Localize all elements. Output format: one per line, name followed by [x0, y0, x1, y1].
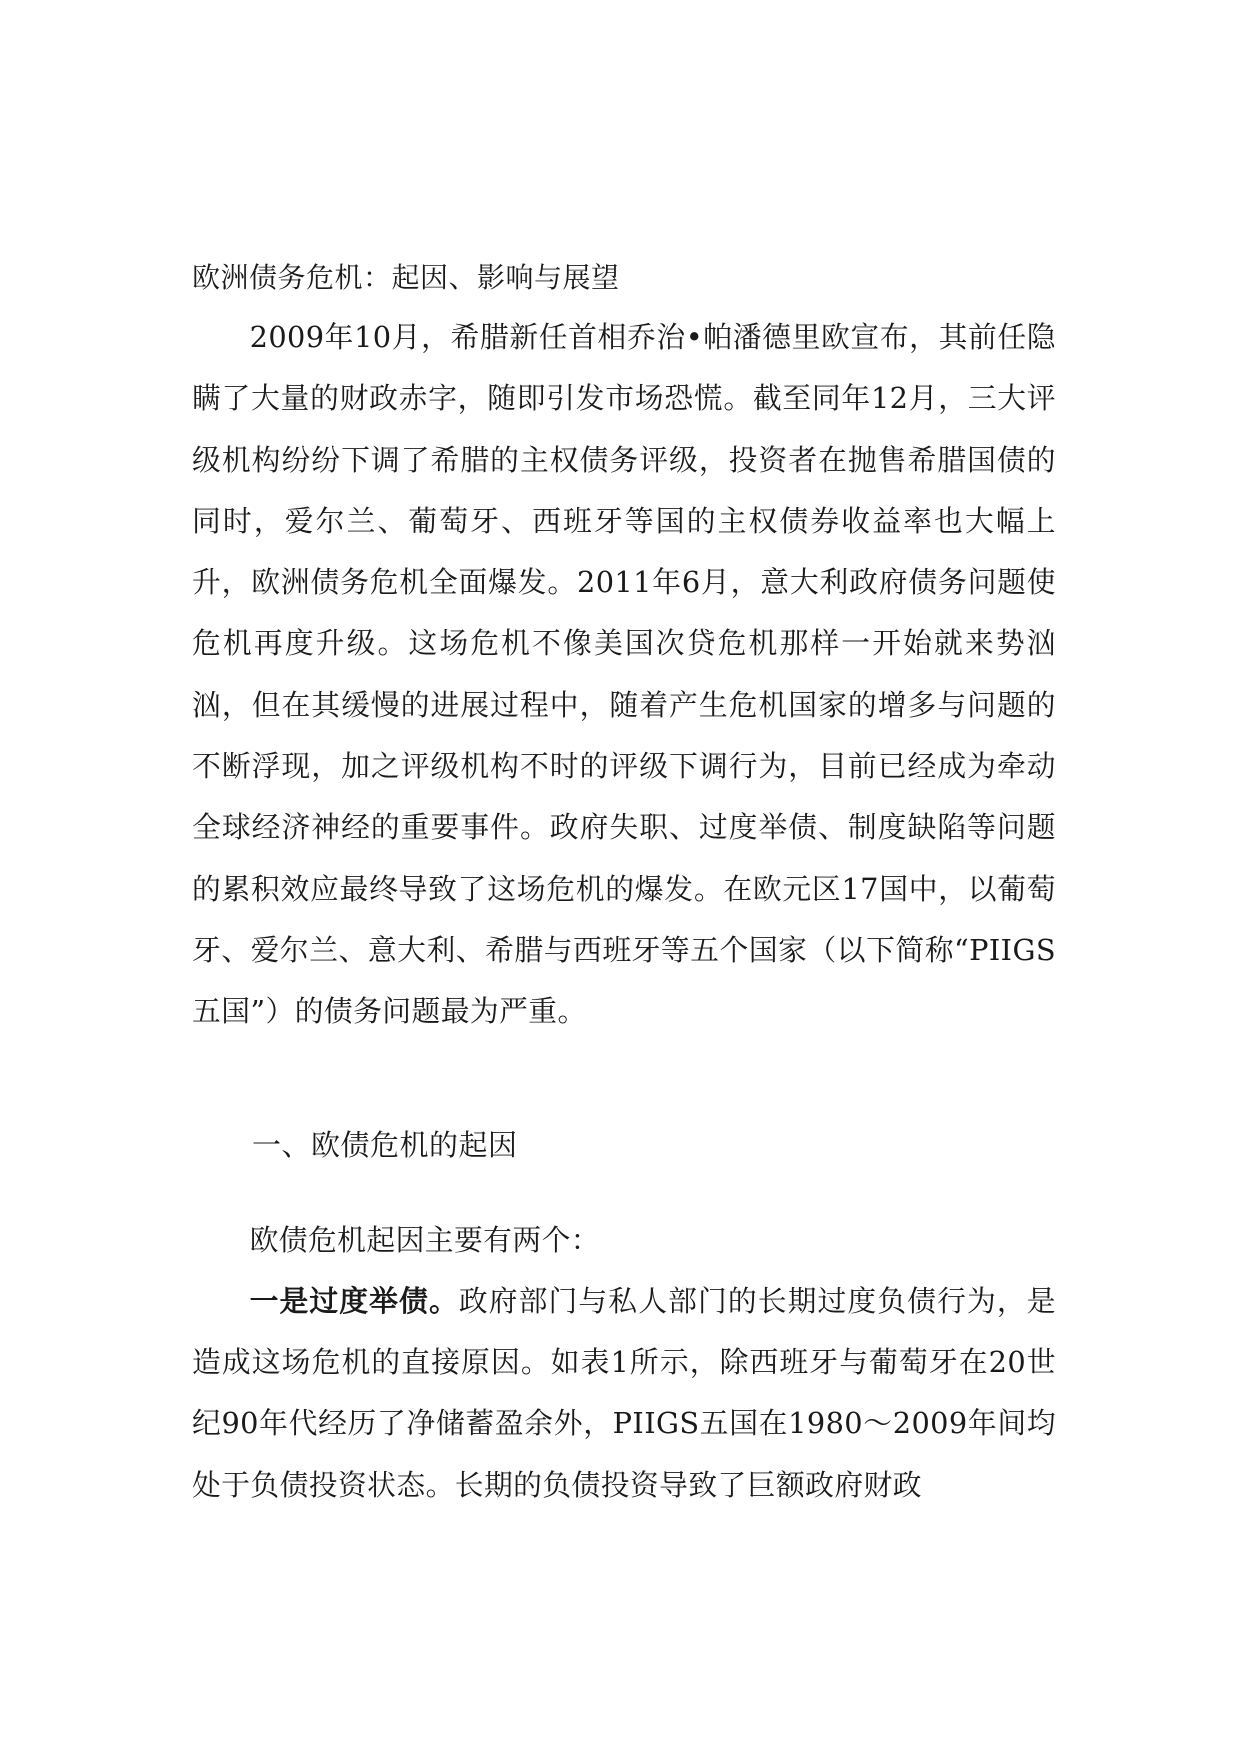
document-page	[192, 258, 1056, 1516]
point-paragraph	[192, 1271, 1056, 1516]
document-title: 欧洲债务危机：起因、影响与展望	[192, 261, 620, 294]
point-text: 政府部门与私人部门的长期过度负债行为，是造成这场危机的直接原因。如表1所示，除西班牙与葡萄牙在20世纪90年代经历了净储蓄盈余外，PIIGS五国在1980～2009年间均处于负债投资状态。长期的负债投资导致了巨额政府财政	[192, 1283, 1056, 1502]
intro-paragraph: 2009年10月，希腊新任首相乔治•帕潘德里欧宣布，其前任隐瞒了大量的财政赤字，随即引发市场恐慌。截至同年12月，三大评级机构纷纷下调了希腊的主权债务评级，投资者在抛售希腊国债的同时，爱尔兰、葡萄牙、西班牙等国的主权债券收益率也大幅上升，欧洲债务危机全面爆发。2011年6月，意大利政府债务问题使危机再度升级。这场危机不像美国次贷危机那样一开始就来势汹汹，但在其缓慢的进展过程中，随着产生危机国家的增多与问题的不断浮现，加之评级机构不时的评级下调行为，目前已经成为牵动全球经济神经的重要事件。政府失职、过度举债、制度缺陷等问题的累积效应最终导致了这场危机的爆发。在欧元区17国中，以葡萄牙、爱尔兰、意大利、希腊与西班牙等五个国家（以下简称“PIIGS五国”）的债务问题最为严重。	[192, 320, 1056, 1029]
point-lead: 一是过度举债。	[249, 1283, 459, 1318]
section-heading: 一、欧债危机的起因	[252, 1127, 518, 1162]
section-intro: 欧债危机起因主要有两个：	[249, 1222, 600, 1257]
